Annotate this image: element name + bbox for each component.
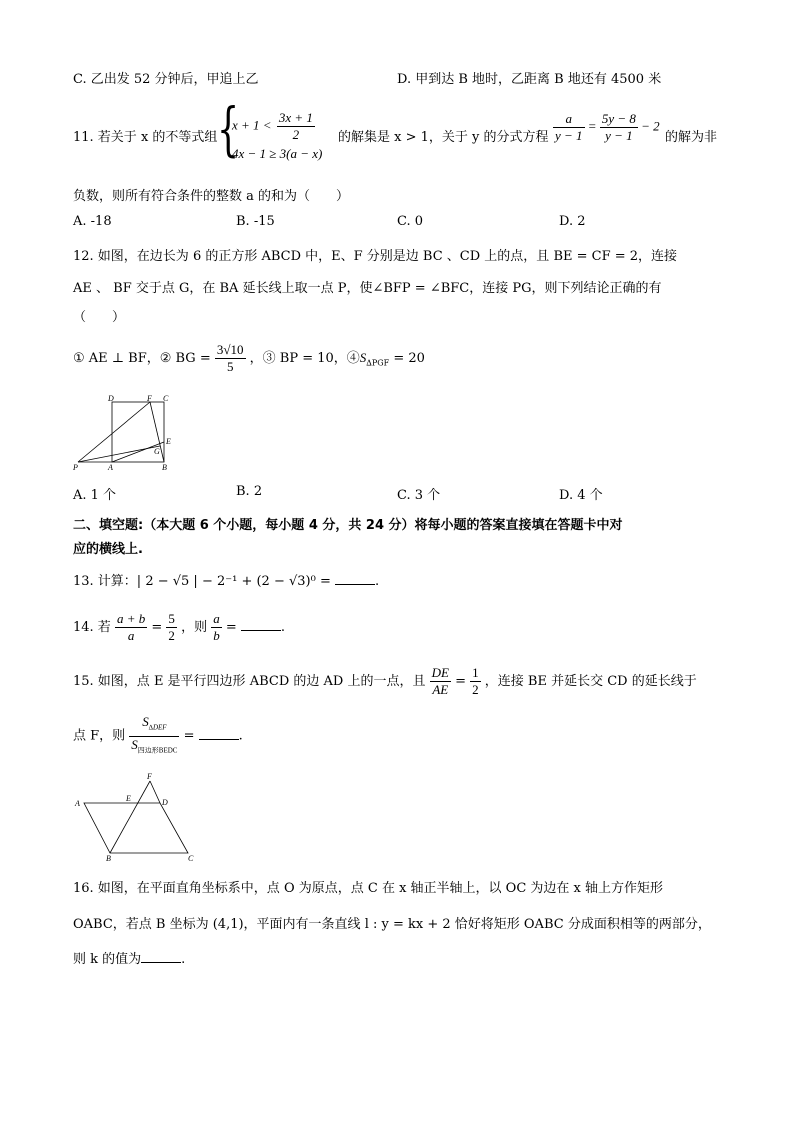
q11-ineq1: x + 1 < $\frac{3x + 1}{2}$	[232, 110, 313, 142]
label-e: E	[166, 437, 171, 446]
q11-option-c: C. 0	[397, 214, 424, 229]
q16-line3: 则 k 的值为 .	[73, 952, 186, 967]
label-g: G	[154, 447, 160, 456]
line-pf	[78, 402, 150, 462]
q15-figure	[70, 770, 200, 862]
q15-line1: 15. 如图，点 E 是平行四边形 ABCD 的边 AD 上的一点，且 $\frac{DE}{AE}$ = $\frac{1}{2}$ ，连接 BE 并延长交 CD 的延长线于	[73, 665, 697, 697]
section2-line1: 二、填空题:（本大题 6 个小题，每小题 4 分，共 24 分）将每小题的答案直接填在答题卡中对	[73, 518, 623, 533]
label-c: C	[188, 854, 194, 862]
label-b: B	[162, 463, 167, 472]
answer-blank[interactable]	[241, 630, 281, 631]
label-f: F	[147, 772, 152, 781]
q10-option-d: D. 甲到达 B 地时，乙距离 B 地还有 4500 米	[397, 72, 662, 87]
q12-option-b: B. 2	[236, 484, 263, 499]
answer-blank[interactable]	[199, 739, 239, 740]
line-fd	[150, 781, 160, 803]
q16-line2: OABC，若点 B 坐标为 (4,1)，平面内有一条直线 l : y = kx + 2 恰好将矩形 OABC 分成面积相等的两部分，	[73, 917, 711, 932]
q12-option-c: C. 3 个	[397, 488, 441, 503]
label-b: B	[106, 854, 111, 862]
q12-option-a: A. 1 个	[73, 488, 117, 503]
label-a: A	[108, 463, 113, 472]
q11-mid: 的解集是 x > 1，关于 y 的分式方程	[338, 130, 549, 145]
label-c: C	[163, 394, 169, 403]
q12-conclusions: ① AE ⊥ BF，② BG = $\frac{3√10}{5}$ ，③ BP = 10，$④S_{\Delta PGF} = 20$	[73, 342, 425, 374]
q12-line3: （ ）	[73, 310, 126, 325]
q11-lead: 11. 若关于 x 的不等式组	[73, 130, 218, 145]
q11-ineq2: 4x − 1 ≥ 3(a − x)	[232, 146, 323, 161]
q12-option-d: D. 4 个	[559, 488, 603, 503]
q11-option-d: D. 2	[559, 214, 586, 229]
q16-line1: 16. 如图，在平面直角坐标系中，点 O 为原点，点 C 在 x 轴正半轴上，以 OC 为边在 x 轴上方作矩形	[73, 881, 664, 896]
label-e: E	[126, 794, 131, 803]
parallelogram-abcd	[84, 803, 188, 853]
q14: 14. 若 $\frac{a + b}{a}$ = $\frac{5}{2}$ ，则 $\frac{a}{b}$ = .	[73, 611, 286, 643]
q11-end: 的解为非	[665, 130, 718, 145]
label-f: F	[147, 394, 152, 403]
q12-line1: 12. 如图，在边长为 6 的正方形 ABCD 中，E、F 分别是边 BC 、CD 上的点，且 BE = CF = 2，连接	[73, 249, 678, 264]
q11-equation: $\frac{a}{y - 1}$ = $\frac{5y - 8}{y - 1}$ − 2	[555, 111, 660, 143]
answer-blank[interactable]	[141, 962, 181, 963]
label-d: D	[162, 798, 168, 807]
q11-option-a: A. -18	[73, 214, 112, 229]
line-bf	[110, 781, 150, 853]
answer-blank[interactable]	[335, 584, 375, 585]
label-d: D	[108, 394, 114, 403]
q11-option-b: B. -15	[236, 214, 275, 229]
section2-line2: 应的横线上.	[73, 542, 143, 557]
q15-line2: 点 F，则 $\frac{S_{\Delta DEF}}{S_{四边形BEDC}}$ = .	[73, 714, 243, 755]
left-brace-icon: {	[217, 95, 240, 163]
label-p: P	[73, 463, 78, 472]
q11-line2: 负数，则所有符合条件的整数 a 的和为（ ）	[73, 189, 350, 204]
q10-option-c: C. 乙出发 52 分钟后，甲追上乙	[73, 72, 259, 87]
label-a: A	[75, 799, 80, 808]
q12-figure	[68, 394, 178, 472]
q12-line2: AE 、 BF 交于点 G，在 BA 延长线上取一点 P，使∠BFP = ∠BFC，连接 PG，则下列结论正确的有	[73, 281, 662, 296]
q13: 13. 计算：| 2 − √5 | − 2⁻¹ + (2 − √3)⁰ = .	[73, 574, 380, 589]
